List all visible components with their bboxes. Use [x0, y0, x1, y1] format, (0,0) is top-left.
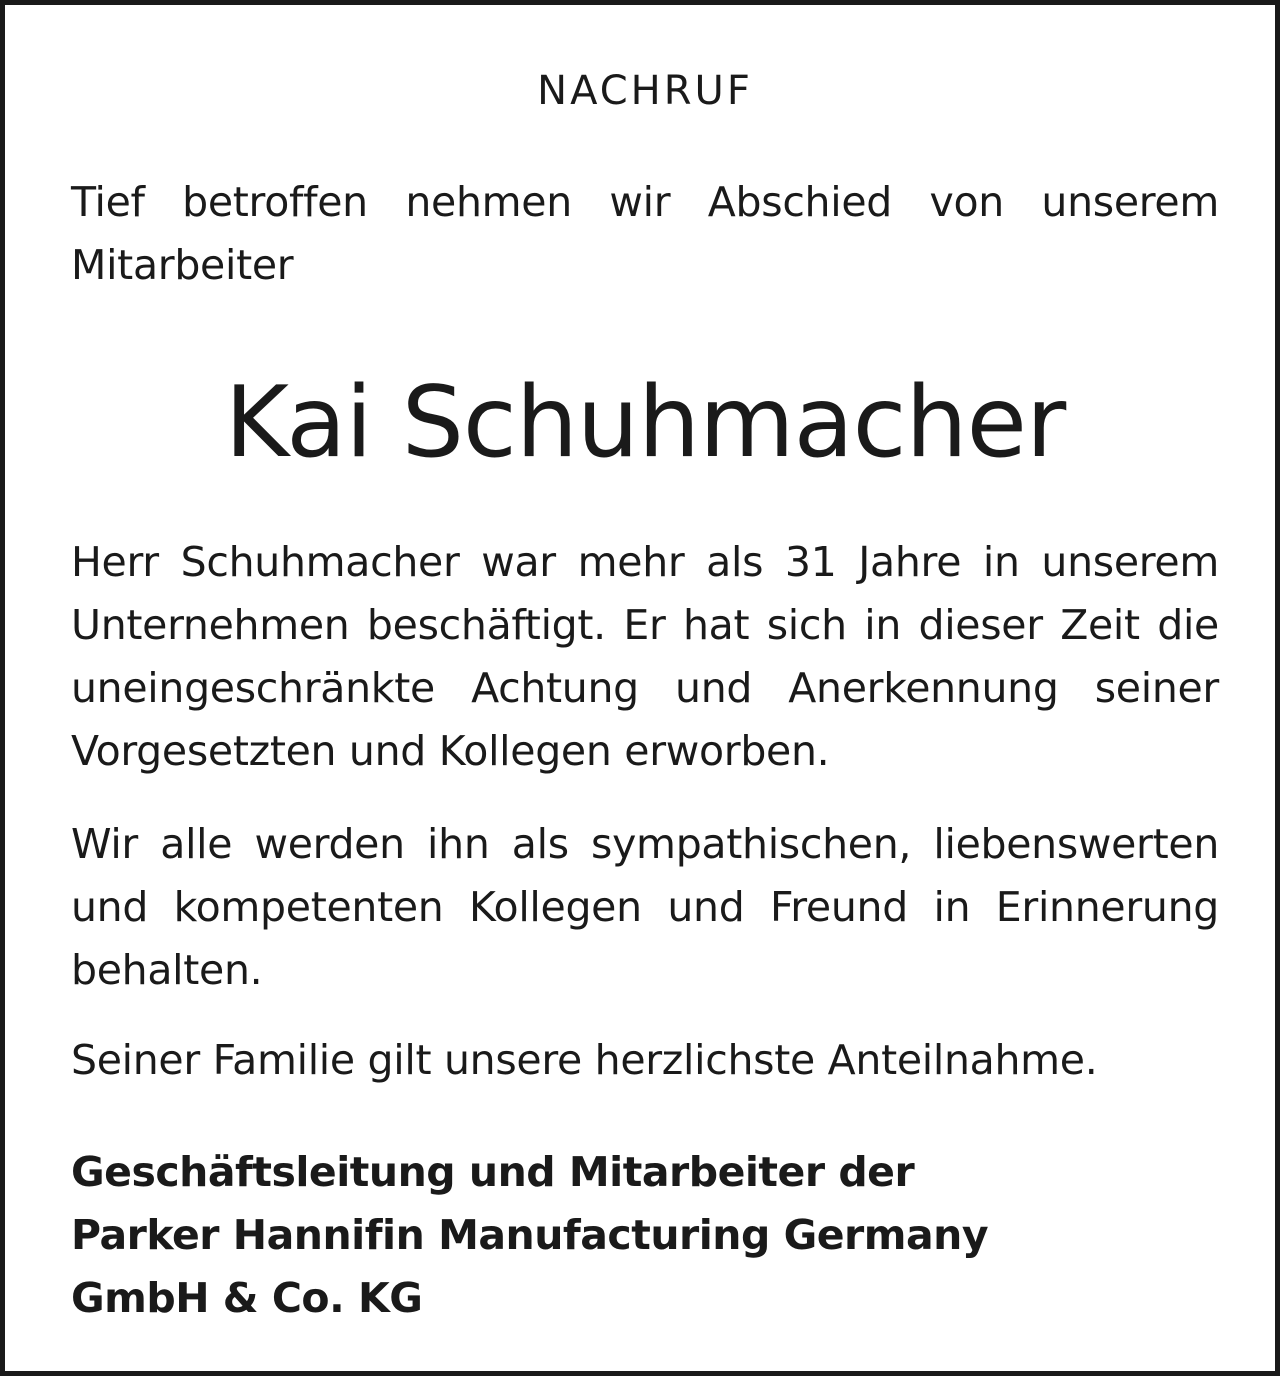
obituary-heading: NACHRUF [537, 68, 753, 114]
intro-text: Tief betroffen nehmen wir Abschied von unserem Mitarbeiter [71, 178, 1219, 289]
deceased-name: Kai Schuhmacher [224, 366, 1066, 480]
signature-block [71, 1141, 1219, 1330]
signature-line: Geschäftsleitung und Mitarbeiter der [71, 1148, 915, 1196]
body-paragraph: Seiner Familie gilt unsere herzlichste Anteilnahme. [71, 1036, 1098, 1084]
body-paragraph: Wir alle werden ihn als sympathischen, liebenswerten und kompetenten Kollegen und Freund in Erinnerung behalten. [71, 820, 1219, 994]
signature-line: GmbH & Co. KG [71, 1274, 423, 1322]
body-paragraph: Herr Schuhmacher war mehr als 31 Jahre in unserem Unternehmen beschäftigt. Er hat sich in dieser Zeit die uneingeschränkte Achtung und Anerkennung seiner Vorgesetzten und Kollegen erworben. [71, 538, 1219, 775]
signature-line: Parker Hannifin Manufacturing Germany [71, 1211, 989, 1259]
